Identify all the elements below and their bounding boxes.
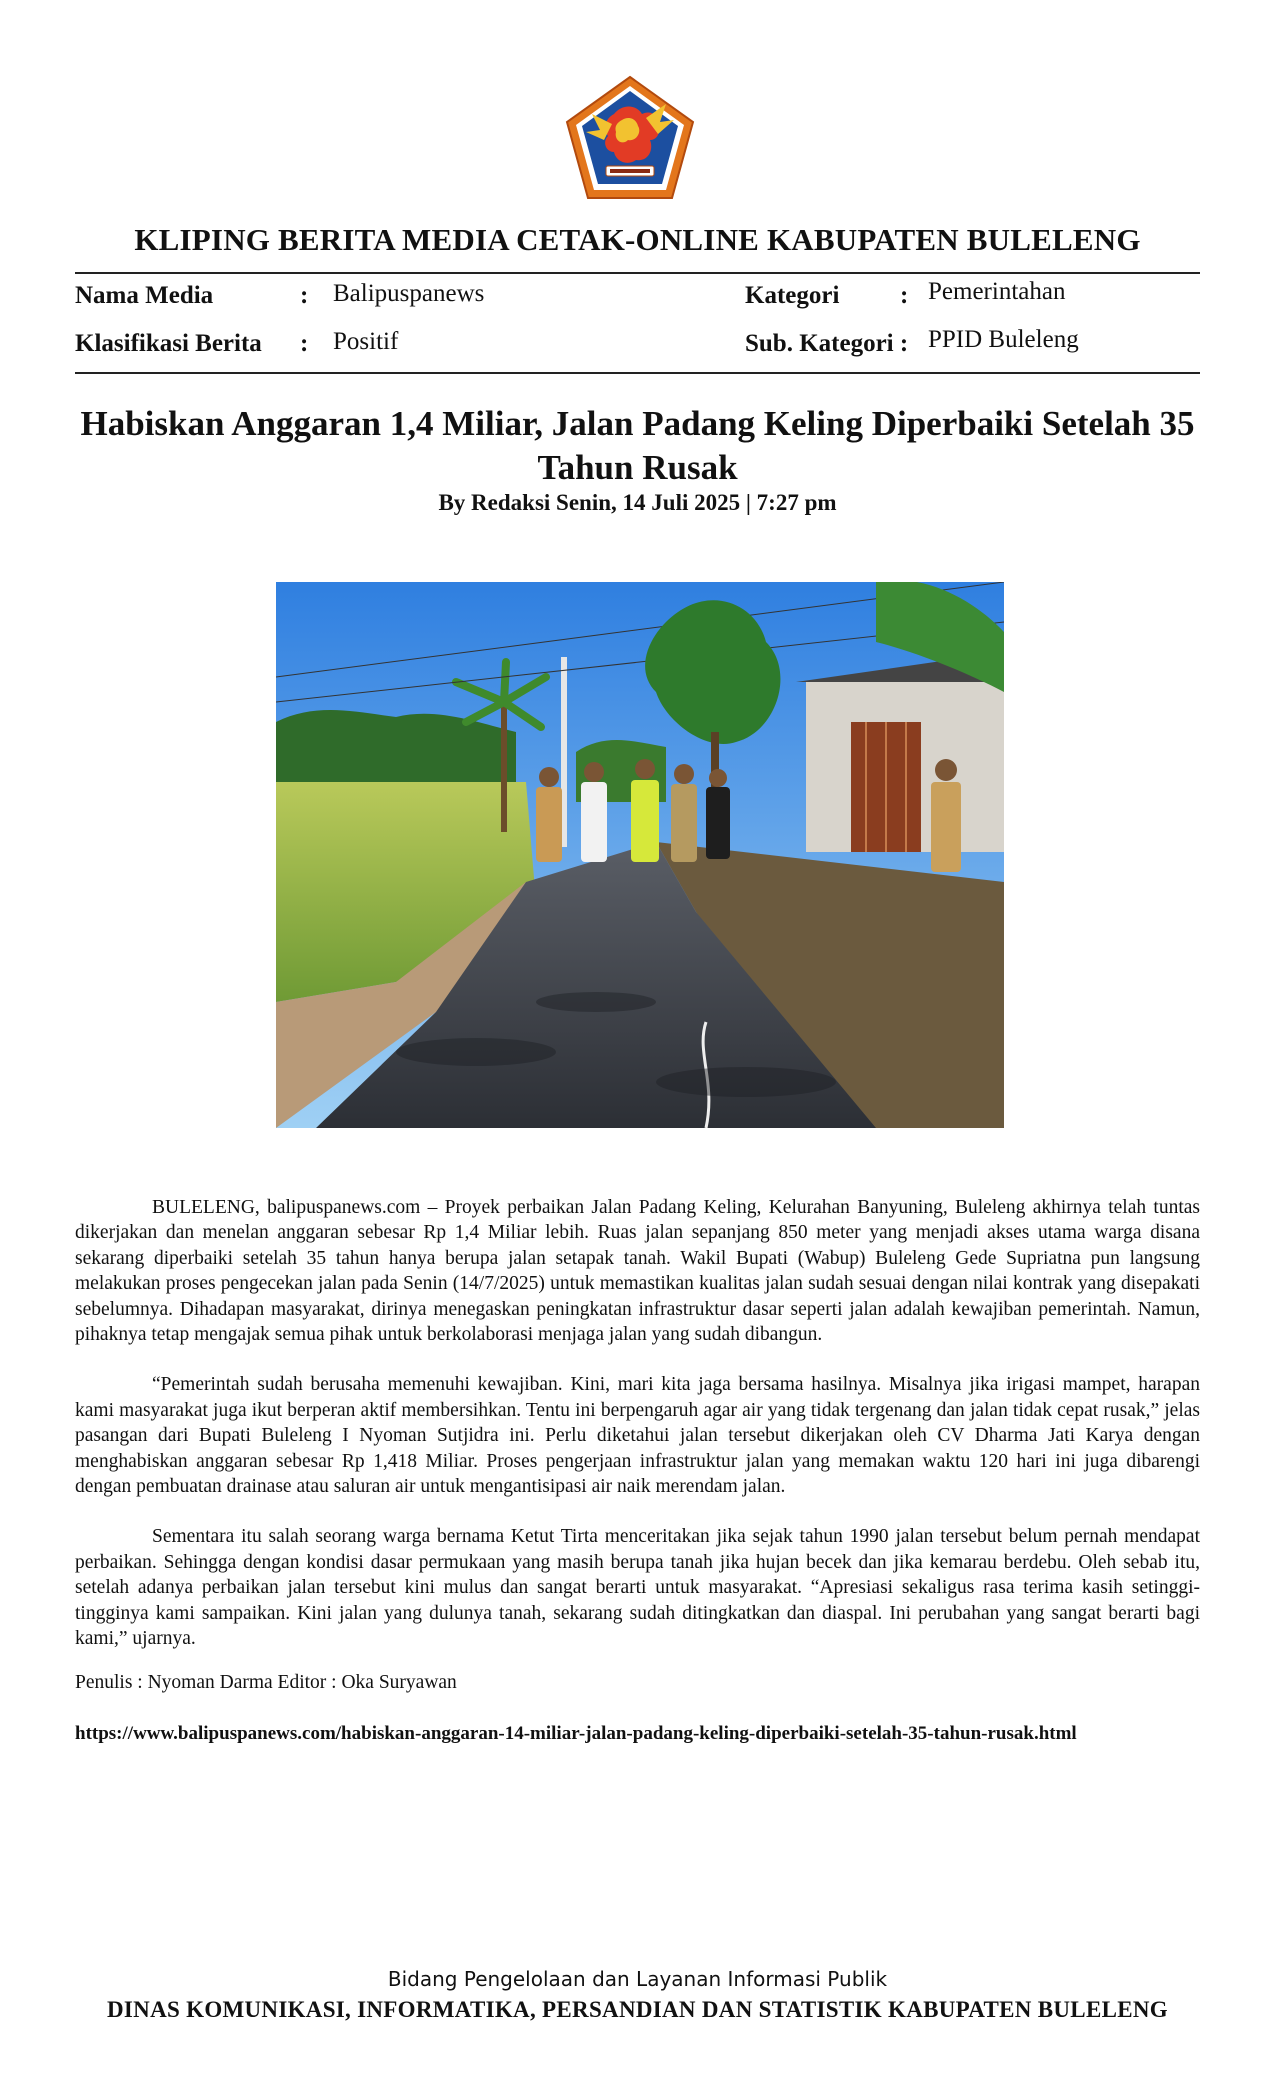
header-divider — [75, 272, 1200, 274]
kategori-separator: : — [900, 282, 909, 309]
article-credits: Penulis : Nyoman Darma Editor : Oka Suryawan — [75, 1672, 457, 1693]
kategori-value: Pemerintahan — [928, 278, 1066, 305]
sub-kategori-value: PPID Buleleng — [928, 326, 1079, 353]
footer-agency: DINAS KOMUNIKASI, INFORMATIKA, PERSANDIAN DAN STATISTIK KABUPATEN BULELENG — [107, 1997, 1168, 2022]
article-title: Habiskan Anggaran 1,4 Miliar, Jalan Padang Keling Diperbaiki Setelah 35 Tahun Rusak — [80, 404, 1195, 487]
nama-media-separator: : — [300, 282, 309, 309]
klasifikasi-value: Positif — [333, 328, 399, 355]
article-photo — [276, 582, 1004, 1128]
regency-crest-icon — [562, 74, 698, 202]
article-body — [75, 1195, 1200, 1677]
klasifikasi-separator: : — [300, 330, 309, 357]
nama-media-label: Nama Media — [75, 282, 214, 309]
article-byline: By Redaksi Senin, 14 Juli 2025 | 7:27 pm — [438, 490, 837, 515]
article-paragraph: “Pemerintah sudah berusaha memenuhi kewajiban. Kini, mari kita jaga bersama hasilnya. Misalnya jika irigasi mampet, harapan kami masyarakat juga ikut berperan aktif membersihkan. Tentu ini berpengaruh agar air yang tidak tergenang dan jalan tidak cepat rusak,” jelas pasangan dari Bupati Buleleng I Nyoman Sutjidra ini. Perlu diketahui jalan tersebut dikerjakan oleh CV Dharma Jati Karya dengan menghabiskan anggaran sebesar Rp 1,418 Miliar. Proses pengerjaan infrastruktur jalan yang memakan waktu 120 hari ini juga dibarengi dengan pembuatan drainase atau saluran air untuk mengantisipasi air naik merendam jalan. — [75, 1374, 1200, 1498]
article-paragraph: Sementara itu salah seorang warga bernama Ketut Tirta menceritakan jika sejak tahun 1990 jalan tersebut belum pernah mendapat perbaikan. Sehingga dengan kondisi dasar permukaan yang masih berupa tanah jika hujan becek dan jika kemarau berdebu. Oleh sebab itu, setelah adanya perbaikan jalan tersebut kini mulus dan sangat berarti untuk masyarakat. “Apresiasi sekaligus rasa terima kasih setinggi-tingginya kami sampaikan. Kini jalan yang dulunya tanah, sekarang sudah ditingkatkan dan diaspal. Ini perubahan yang sangat berarti bagi kami,” ujarnya. — [75, 1526, 1200, 1650]
meta-divider — [75, 372, 1200, 374]
kategori-label: Kategori — [745, 282, 840, 309]
clipping-header-title: KLIPING BERITA MEDIA CETAK-ONLINE KABUPATEN BULELENG — [134, 222, 1141, 257]
article-paragraph: BULELENG, balipuspanews.com – Proyek perbaikan Jalan Padang Keling, Kelurahan Banyuning, Buleleng akhirnya telah tuntas dikerjakan dan menelan anggaran sebesar Rp 1,4 Miliar lebih. Ruas jalan sepanjang 850 meter yang menjadi akses utama warga disana sekarang diperbaiki setelah 35 tahun hanya berupa jalan setapak tanah. Wakil Bupati (Wabup) Buleleng Gede Supriatna pun langsung melakukan proses pengecekan jalan pada Senin (14/7/2025) untuk memastikan kualitas jalan sudah sesuai dengan nilai kontrak yang disepakati sebelumnya. Dihadapan masyarakat, dirinya menegaskan peningkatan infrastruktur dasar seperti jalan adalah kewajiban pemerintah. Namun, pihaknya tetap mengajak semua pihak untuk berkolaborasi menjaga jalan yang sudah dibangun. — [75, 1197, 1200, 1346]
sub-kategori-label: Sub. Kategori : — [745, 330, 909, 357]
article-source-link[interactable]: https://www.balipuspanews.com/habiskan-anggaran-14-miliar-jalan-padang-keling-diperbaiki-setelah-35-tahun-rusak.html — [75, 1723, 1077, 1744]
klasifikasi-label: Klasifikasi Berita — [75, 330, 262, 357]
footer-department: Bidang Pengelolaan dan Layanan Informasi Publik — [387, 1967, 888, 1991]
nama-media-value: Balipuspanews — [333, 280, 485, 307]
